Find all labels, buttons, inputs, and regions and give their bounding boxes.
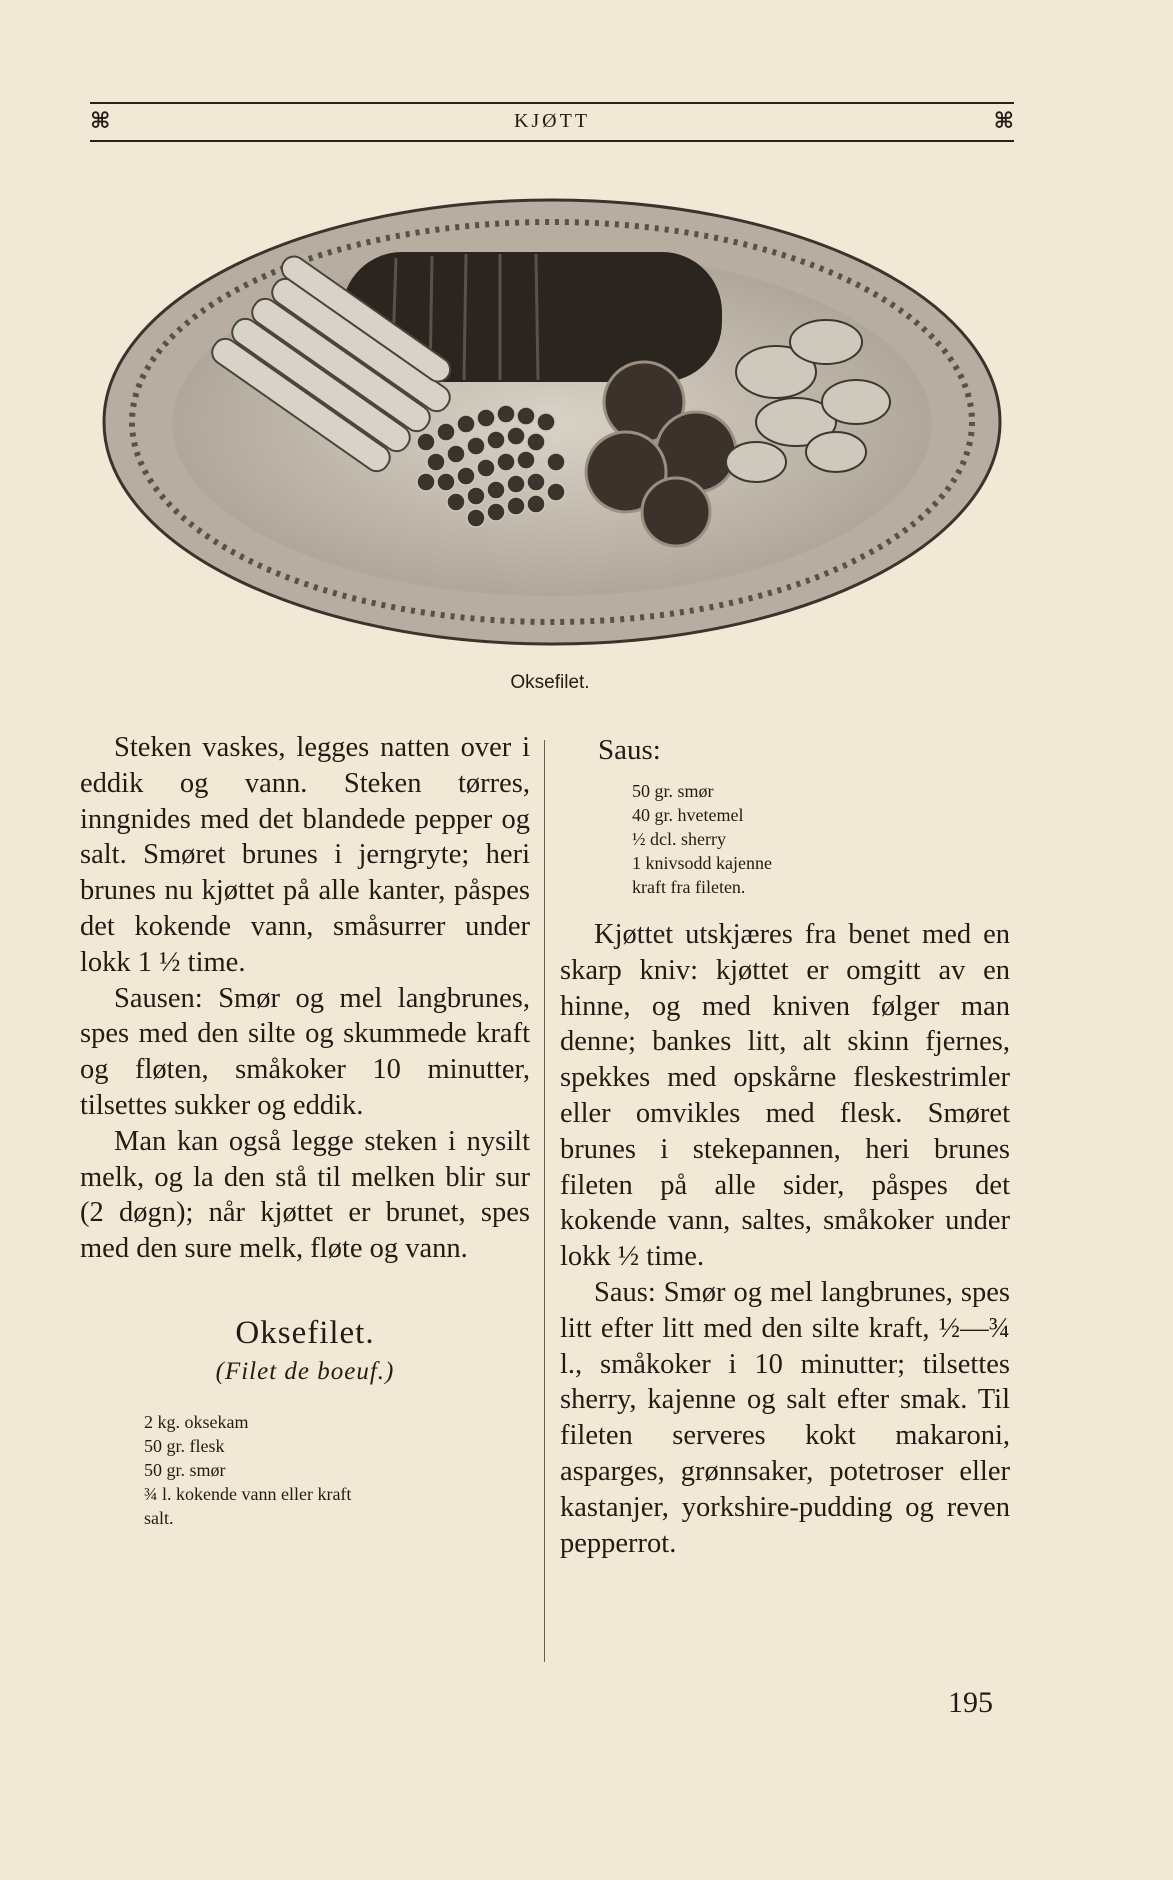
list-item: 40 gr. hvetemel bbox=[632, 805, 744, 825]
recipe-subtitle: (Filet de boeuf.) bbox=[215, 1357, 395, 1385]
running-header-title: KJØTT bbox=[513, 110, 591, 132]
list-item: 2 kg. oksekam bbox=[144, 1411, 249, 1432]
figure-caption: Oksefilet. bbox=[510, 672, 590, 693]
list-item: 50 gr. smør bbox=[144, 1459, 226, 1480]
list-item: 50 gr. flesk bbox=[144, 1435, 225, 1456]
left-column bbox=[80, 730, 530, 1530]
ornament-left-icon: ⌘ bbox=[90, 108, 111, 134]
ingredient-list bbox=[144, 1410, 530, 1530]
list-item: 50 gr. smør bbox=[632, 781, 714, 801]
header-rule-bottom bbox=[90, 140, 1014, 142]
saus-ingredient-list bbox=[632, 779, 1010, 899]
right-column bbox=[560, 730, 1010, 1561]
ornament-right-icon: ⌘ bbox=[993, 108, 1014, 134]
left-paragraph-3: Man kan også legge steken i nysilt melk, og la den stå til melken blir sur (2 døgn); når kjøttet er brunet, spes med den sure melk, fløte og vann. bbox=[80, 1125, 530, 1265]
list-item: salt. bbox=[144, 1507, 174, 1528]
column-divider bbox=[544, 740, 545, 1662]
left-paragraph-1: Steken vaskes, legges natten over i eddik og vann. Steken tørres, inngnides med det blandede pepper og salt. Smøret brunes i jerngryte; heri brunes nu kjøttet på alle kanter, påspes det kokende vann, småsurrer under lokk 1 ½ time. bbox=[80, 732, 530, 978]
list-item: 1 knivsodd kajenne bbox=[632, 853, 772, 873]
left-paragraph-2: Sausen: Smør og mel langbrunes, spes med den silte og skummede kraft og fløten, småkoker 10 minutter, tilsettes sukker og eddik. bbox=[80, 982, 530, 1121]
running-header bbox=[90, 106, 1014, 140]
list-item: kraft fra fileten. bbox=[632, 877, 746, 897]
right-paragraph-2: Saus: Smør og mel langbrunes, spes litt efter litt med den silte kraft, ½—¾ l., småkoker i 10 minutter; tilsettes sherry, kajenne og salt efter smak. Til fileten serveres kokt makaroni, asparges, grønnsaker, potetroser eller kastanjer, yorkshire-pudding og reven pepperrot. bbox=[560, 1276, 1010, 1559]
header-rule-top bbox=[90, 102, 1014, 104]
recipe-title: Oksefilet. bbox=[235, 1314, 375, 1351]
list-item: ½ dcl. sherry bbox=[632, 829, 726, 849]
platter-photo bbox=[96, 192, 1008, 652]
page-number: 195 bbox=[948, 1686, 993, 1719]
list-item: ¾ l. kokende vann eller kraft bbox=[144, 1483, 352, 1504]
saus-heading: Saus: bbox=[598, 734, 661, 766]
right-paragraph-1: Kjøttet utskjæres fra benet med en skarp kniv: kjøttet er omgitt av en hinne, og med kniven følger man denne; bankes litt, alt skinn fjernes, spekkes med opskårne fleskestrimler eller omvikles med flesk. Smøret brunes i stekepannen, heri brunes fileten på alle sider, påspes det kokende vann, saltes, småkoker under lokk ½ time. bbox=[560, 919, 1010, 1273]
